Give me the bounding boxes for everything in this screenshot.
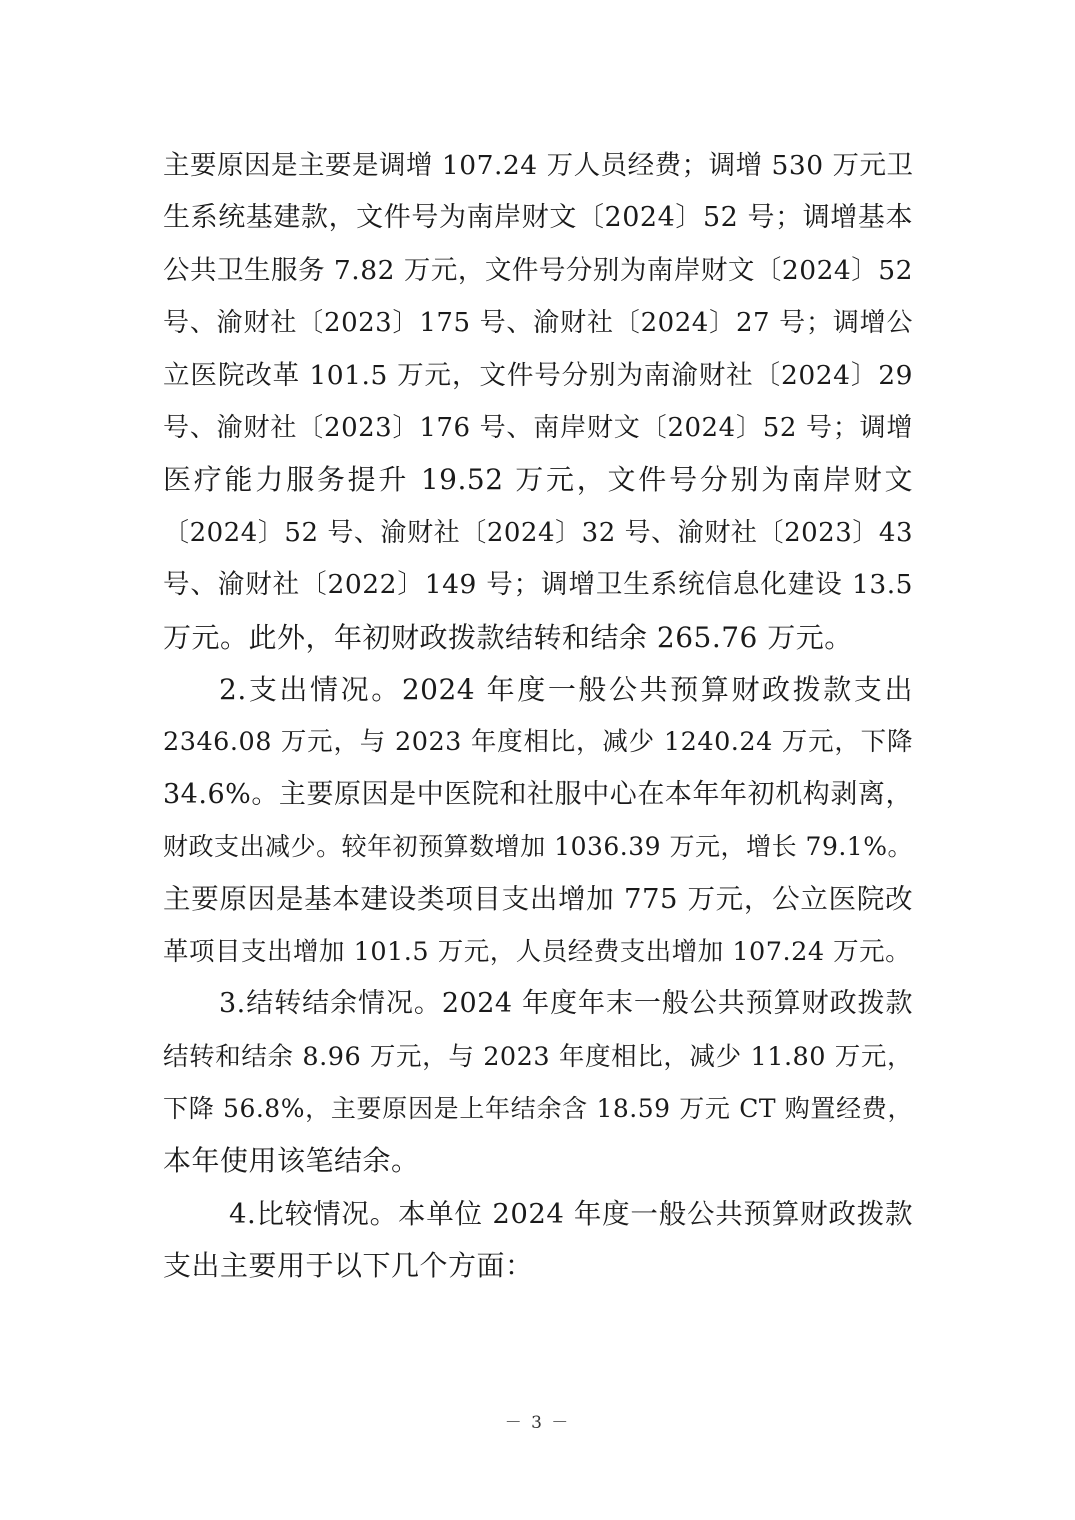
text-line: 号、渝财社〔2023〕176 号、南岸财文〔2024〕52 号；调增 xyxy=(163,412,913,443)
text-line: 本年使用该笔结余。 xyxy=(163,1144,420,1178)
section-heading-expenditure: 2.支出情况。2024 年度一般公共预算财政拨款支出 xyxy=(219,672,913,706)
section-heading-comparison: 4.比较情况。本单位 2024 年度一般公共预算财政拨款 xyxy=(229,1197,913,1230)
section-heading-carryover: 3.结转结余情况。2024 年度年末一般公共预算财政拨款 xyxy=(219,988,913,1020)
text-line: 财政支出减少。较年初预算数增加 1036.39 万元，增长 79.1%。 xyxy=(163,832,913,862)
text-line: 主要原因是主要是调增 107.24 万人员经费；调增 530 万元卫 xyxy=(163,150,913,181)
text-line: 革项目支出增加 101.5 万元，人员经费支出增加 107.24 万元。 xyxy=(163,936,912,967)
text-line: 立医院改革 101.5 万元，文件号分别为南渝财社〔2024〕29 xyxy=(163,359,913,391)
text-line: 结转和结余 8.96 万元，与 2023 年度相比，减少 11.80 万元， xyxy=(163,1041,913,1072)
page-number: － 3 － xyxy=(504,1413,571,1433)
text-line: 2346.08 万元，与 2023 年度相比，减少 1240.24 万元，下降 xyxy=(163,727,913,758)
text-line: 〔2024〕52 号、渝财社〔2024〕32 号、渝财社〔2023〕43 xyxy=(163,517,913,548)
text-line: 支出主要用于以下几个方面： xyxy=(163,1249,534,1283)
text-line: 主要原因是基本建设类项目支出增加 775 万元，公立医院改 xyxy=(163,883,913,916)
text-line: 34.6%。主要原因是中医院和社服中心在本年年初机构剥离， xyxy=(163,778,913,810)
text-line: 医疗能力服务提升 19.52 万元，文件号分别为南岸财文 xyxy=(163,463,913,497)
text-line: 号、渝财社〔2023〕175 号、渝财社〔2024〕27 号；调增公 xyxy=(163,308,913,339)
text-line: 万元。此外，年初财政拨款结转和结余 265.76 万元。 xyxy=(163,620,853,654)
text-line: 公共卫生服务 7.82 万元，文件号分别为南岸财文〔2024〕52 xyxy=(163,254,913,286)
text-line: 号、渝财社〔2022〕149 号；调增卫生系统信息化建设 13.5 xyxy=(163,569,913,601)
text-line: 下降 56.8%，主要原因是上年结余含 18.59 万元 CT 购置经费， xyxy=(163,1094,913,1124)
body-text xyxy=(163,140,913,1293)
text-line: 生系统基建款，文件号为南岸财文〔2024〕52 号；调增基本 xyxy=(163,202,913,234)
